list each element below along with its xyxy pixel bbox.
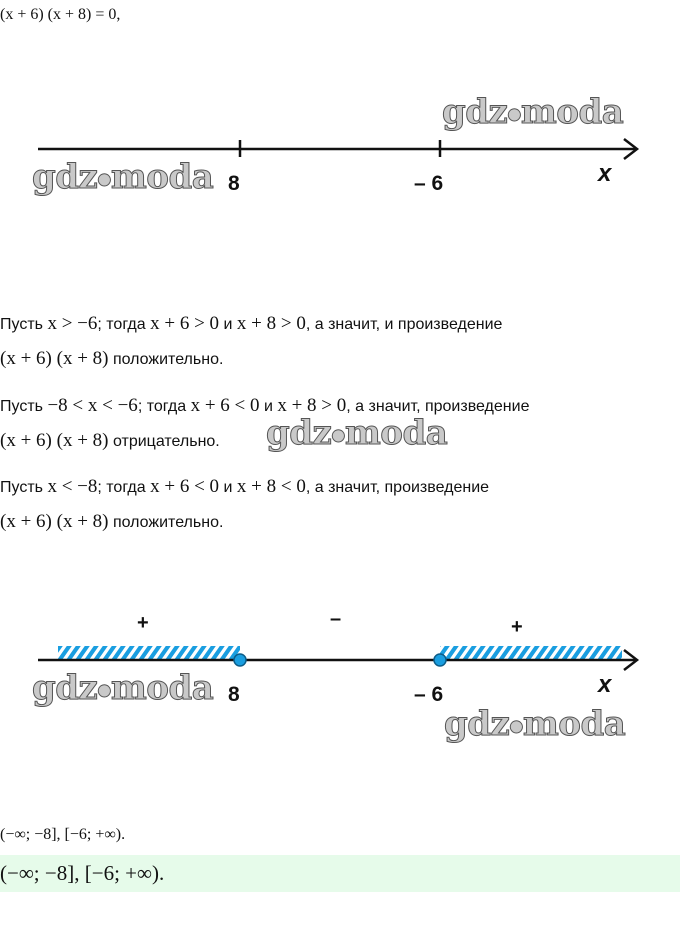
paragraph-1-line-2 bbox=[0, 348, 223, 370]
answer-plain: (−∞; −8], [−6; +∞). bbox=[0, 826, 126, 843]
text-tail: , а значит, и произведение bbox=[305, 316, 503, 333]
answer-highlighted: (−∞; −8], [−6; +∞). bbox=[0, 861, 165, 885]
conjunction: и bbox=[223, 479, 233, 496]
product: (x + 6) (x + 8) bbox=[0, 430, 109, 451]
text-tail: , а значит, произведение bbox=[305, 479, 490, 496]
axis-label: x bbox=[598, 671, 612, 698]
tick-label-a: 8 bbox=[228, 172, 240, 195]
watermark: gdz●moda bbox=[444, 704, 626, 744]
result: положительно. bbox=[112, 351, 224, 368]
condition: x > −6 bbox=[47, 313, 98, 334]
sign-left: + bbox=[137, 612, 149, 634]
point-b-dot bbox=[434, 654, 446, 666]
factor-1: x + 6 < 0 bbox=[150, 476, 220, 497]
text-mid: ; тогда bbox=[97, 479, 146, 496]
watermark: gdz●moda bbox=[32, 668, 214, 708]
watermark: gdz●moda bbox=[442, 92, 624, 132]
text-mid: ; тогда bbox=[97, 316, 146, 333]
interval-left-hatch bbox=[58, 646, 240, 660]
condition: −8 < x < −6 bbox=[47, 395, 138, 416]
condition: x < −8 bbox=[47, 476, 98, 497]
result: отрицательно. bbox=[112, 433, 220, 450]
text-prefix: Пусть bbox=[0, 316, 43, 333]
product: (x + 6) (x + 8) bbox=[0, 348, 109, 369]
equation: (x + 6) (x + 8) = 0, bbox=[0, 6, 121, 23]
paragraph-1-line-1 bbox=[0, 313, 502, 335]
conjunction: и bbox=[263, 398, 273, 415]
factor-2: x + 8 > 0 bbox=[236, 313, 306, 334]
text-prefix: Пусть bbox=[0, 479, 43, 496]
tick-label-b: – 6 bbox=[414, 172, 444, 195]
paragraph-3-line-2 bbox=[0, 511, 223, 533]
text-prefix: Пусть bbox=[0, 398, 43, 415]
result: положительно. bbox=[112, 514, 224, 531]
paragraph-3-line-1 bbox=[0, 476, 489, 498]
axis-label: x bbox=[598, 160, 612, 187]
product: (x + 6) (x + 8) bbox=[0, 511, 109, 532]
factor-2: x + 8 < 0 bbox=[236, 476, 306, 497]
watermark: gdz●moda bbox=[32, 157, 214, 197]
interval-right-hatch bbox=[440, 646, 622, 660]
factor-1: x + 6 > 0 bbox=[150, 313, 220, 334]
tick-label-a: 8 bbox=[228, 683, 240, 706]
sign-middle: – bbox=[330, 608, 342, 630]
factor-2: x + 8 > 0 bbox=[277, 395, 347, 416]
conjunction: и bbox=[223, 316, 233, 333]
text-tail: , а значит, произведение bbox=[346, 398, 530, 415]
tick-label-b: – 6 bbox=[414, 683, 444, 706]
sign-right: + bbox=[511, 616, 523, 638]
watermark: gdz●moda bbox=[266, 413, 448, 453]
answer-box bbox=[0, 855, 680, 892]
factor-1: x + 6 < 0 bbox=[190, 395, 260, 416]
point-a-dot bbox=[234, 654, 246, 666]
paragraph-2-line-2 bbox=[0, 430, 220, 452]
paragraph-2-line-1 bbox=[0, 395, 529, 417]
text-mid: ; тогда bbox=[137, 398, 187, 415]
